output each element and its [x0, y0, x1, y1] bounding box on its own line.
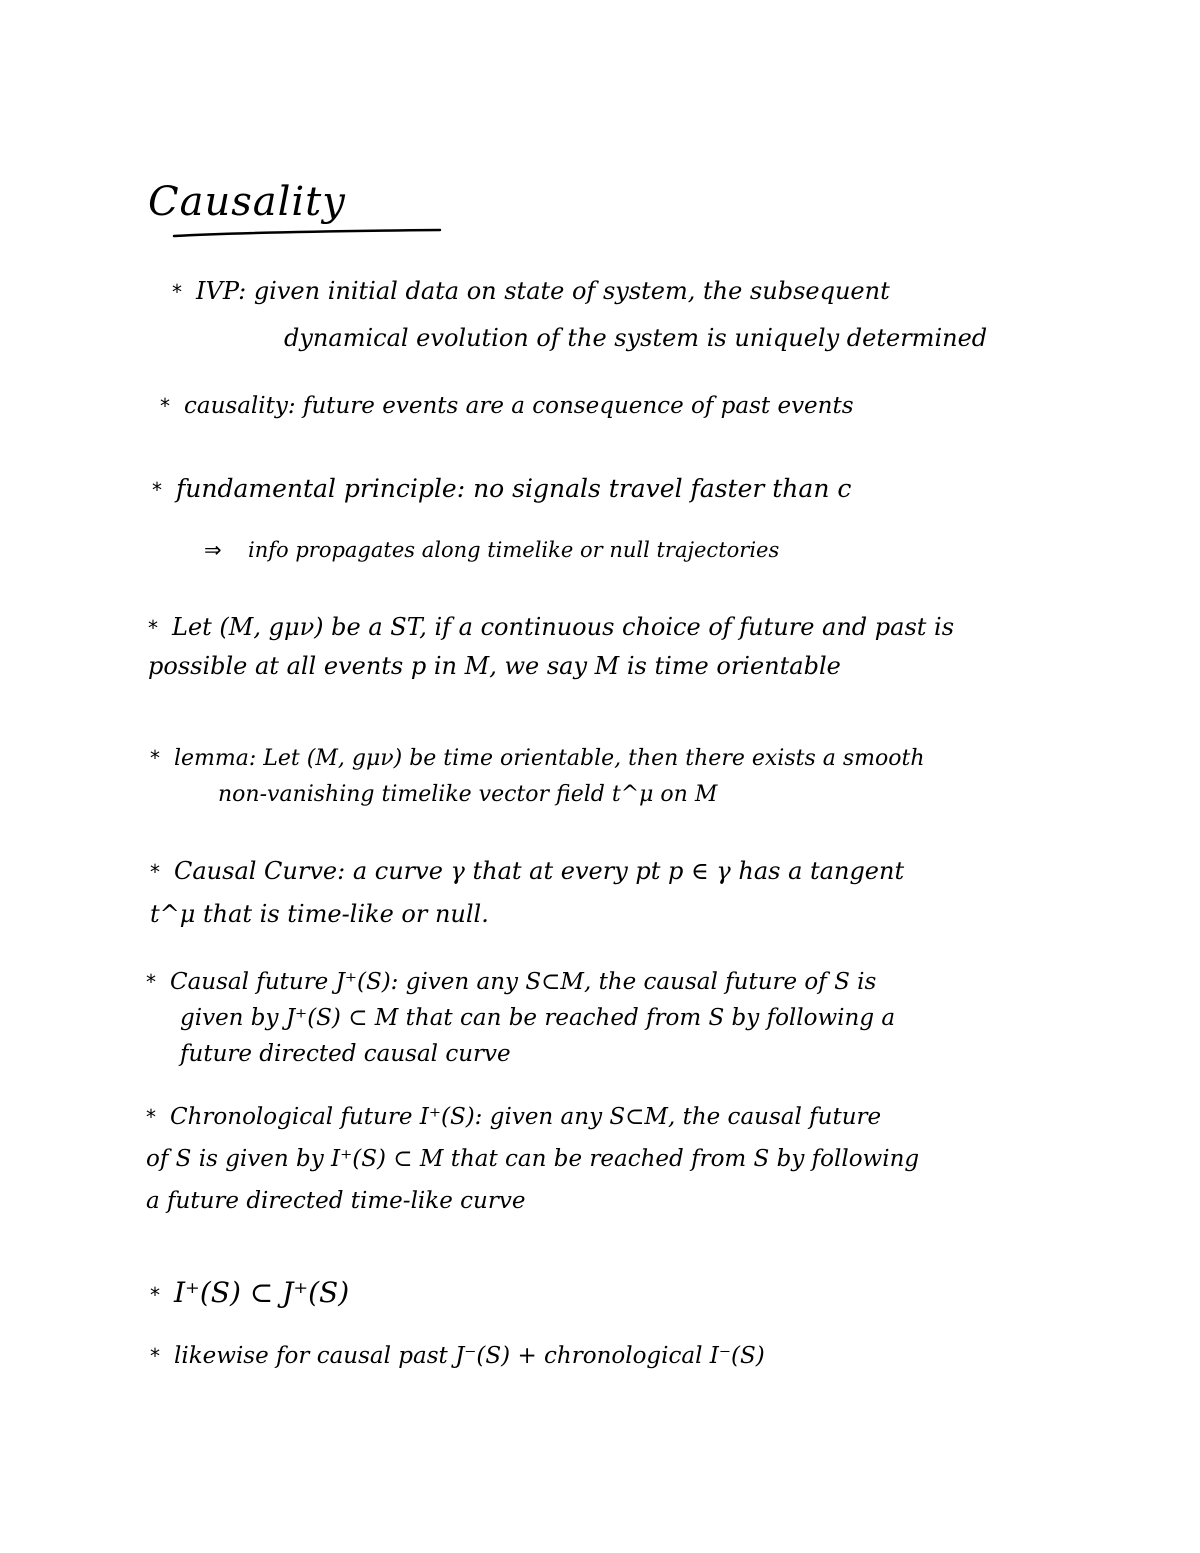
- note-line: non-vanishing timelike vector field t^μ on M: [218, 782, 718, 807]
- note-line: [150, 1276, 349, 1312]
- note-text: likewise for causal past J⁻(S) + chronological I⁻(S): [174, 1343, 765, 1369]
- bullet: *: [150, 860, 160, 884]
- note-line: [150, 1340, 765, 1373]
- bullet: *: [160, 394, 170, 418]
- note-causality: [160, 390, 854, 423]
- note-causal-curve: [150, 850, 904, 935]
- note-line: [148, 608, 954, 647]
- note-ivp: [172, 268, 987, 361]
- note-line: given by J⁺(S) ⊂ M that can be reached from S by following a: [180, 1005, 896, 1031]
- note-line: [150, 850, 904, 893]
- bullet: *: [150, 1283, 160, 1307]
- note-line: [172, 268, 987, 315]
- note-line: [146, 964, 895, 1000]
- note-text: causality: future events are a consequence of past events: [184, 393, 854, 419]
- note-line: [204, 534, 779, 567]
- note-text: Let (M, gμν) be a ST, if a continuous choice of future and past is: [172, 613, 955, 641]
- note-text: I⁺(S) ⊂ J⁺(S): [174, 1276, 350, 1309]
- note-line: [152, 472, 851, 507]
- note-info-propagation: [204, 534, 779, 567]
- note-fundamental-principle: [152, 472, 851, 507]
- bullet: *: [150, 1344, 160, 1368]
- note-text: fundamental principle: no signals travel faster than c: [176, 474, 852, 503]
- title-underline: [172, 227, 442, 241]
- note-text: Causal Curve: a curve γ that at every pt p ∈ γ has a tangent: [174, 857, 905, 885]
- note-inclusion: [150, 1276, 349, 1312]
- bullet: *: [172, 280, 182, 304]
- bullet: *: [146, 970, 156, 994]
- note-text: Chronological future I⁺(S): given any S⊂M, the causal future: [170, 1104, 882, 1130]
- note-lemma: [150, 740, 925, 813]
- note-text: lemma: Let (M, gμν) be time orientable, then there exists a smooth: [174, 746, 925, 771]
- note-line: of S is given by I⁺(S) ⊂ M that can be reached from S by following: [146, 1146, 920, 1172]
- note-line: t^μ that is time-like or null.: [150, 900, 489, 928]
- note-text: Causal future J⁺(S): given any S⊂M, the causal future of S is: [170, 969, 877, 995]
- page-title: Causality: [148, 179, 346, 225]
- bullet: *: [148, 616, 158, 640]
- bullet: *: [150, 746, 160, 770]
- note-line: future directed causal curve: [180, 1041, 511, 1067]
- note-line: a future directed time-like curve: [146, 1188, 526, 1214]
- note-text: IVP: given initial data on state of system, the subsequent: [196, 277, 890, 305]
- bullet: *: [146, 1105, 156, 1129]
- note-line: [146, 1096, 919, 1138]
- note-chronological-future: [146, 1096, 919, 1222]
- note-line: [150, 740, 925, 777]
- implies-arrow: ⇒: [204, 538, 222, 562]
- note-text: info propagates along timelike or null trajectories: [248, 538, 780, 562]
- note-causal-future: [146, 964, 895, 1072]
- note-line: dynamical evolution of the system is uniquely determined: [284, 324, 988, 352]
- note-line: [160, 390, 854, 423]
- note-line: possible at all events p in M, we say M is time orientable: [148, 652, 841, 680]
- note-causal-past: [150, 1340, 765, 1373]
- note-time-orientable: [148, 608, 954, 685]
- title-block: [148, 178, 346, 226]
- bullet: *: [152, 478, 162, 502]
